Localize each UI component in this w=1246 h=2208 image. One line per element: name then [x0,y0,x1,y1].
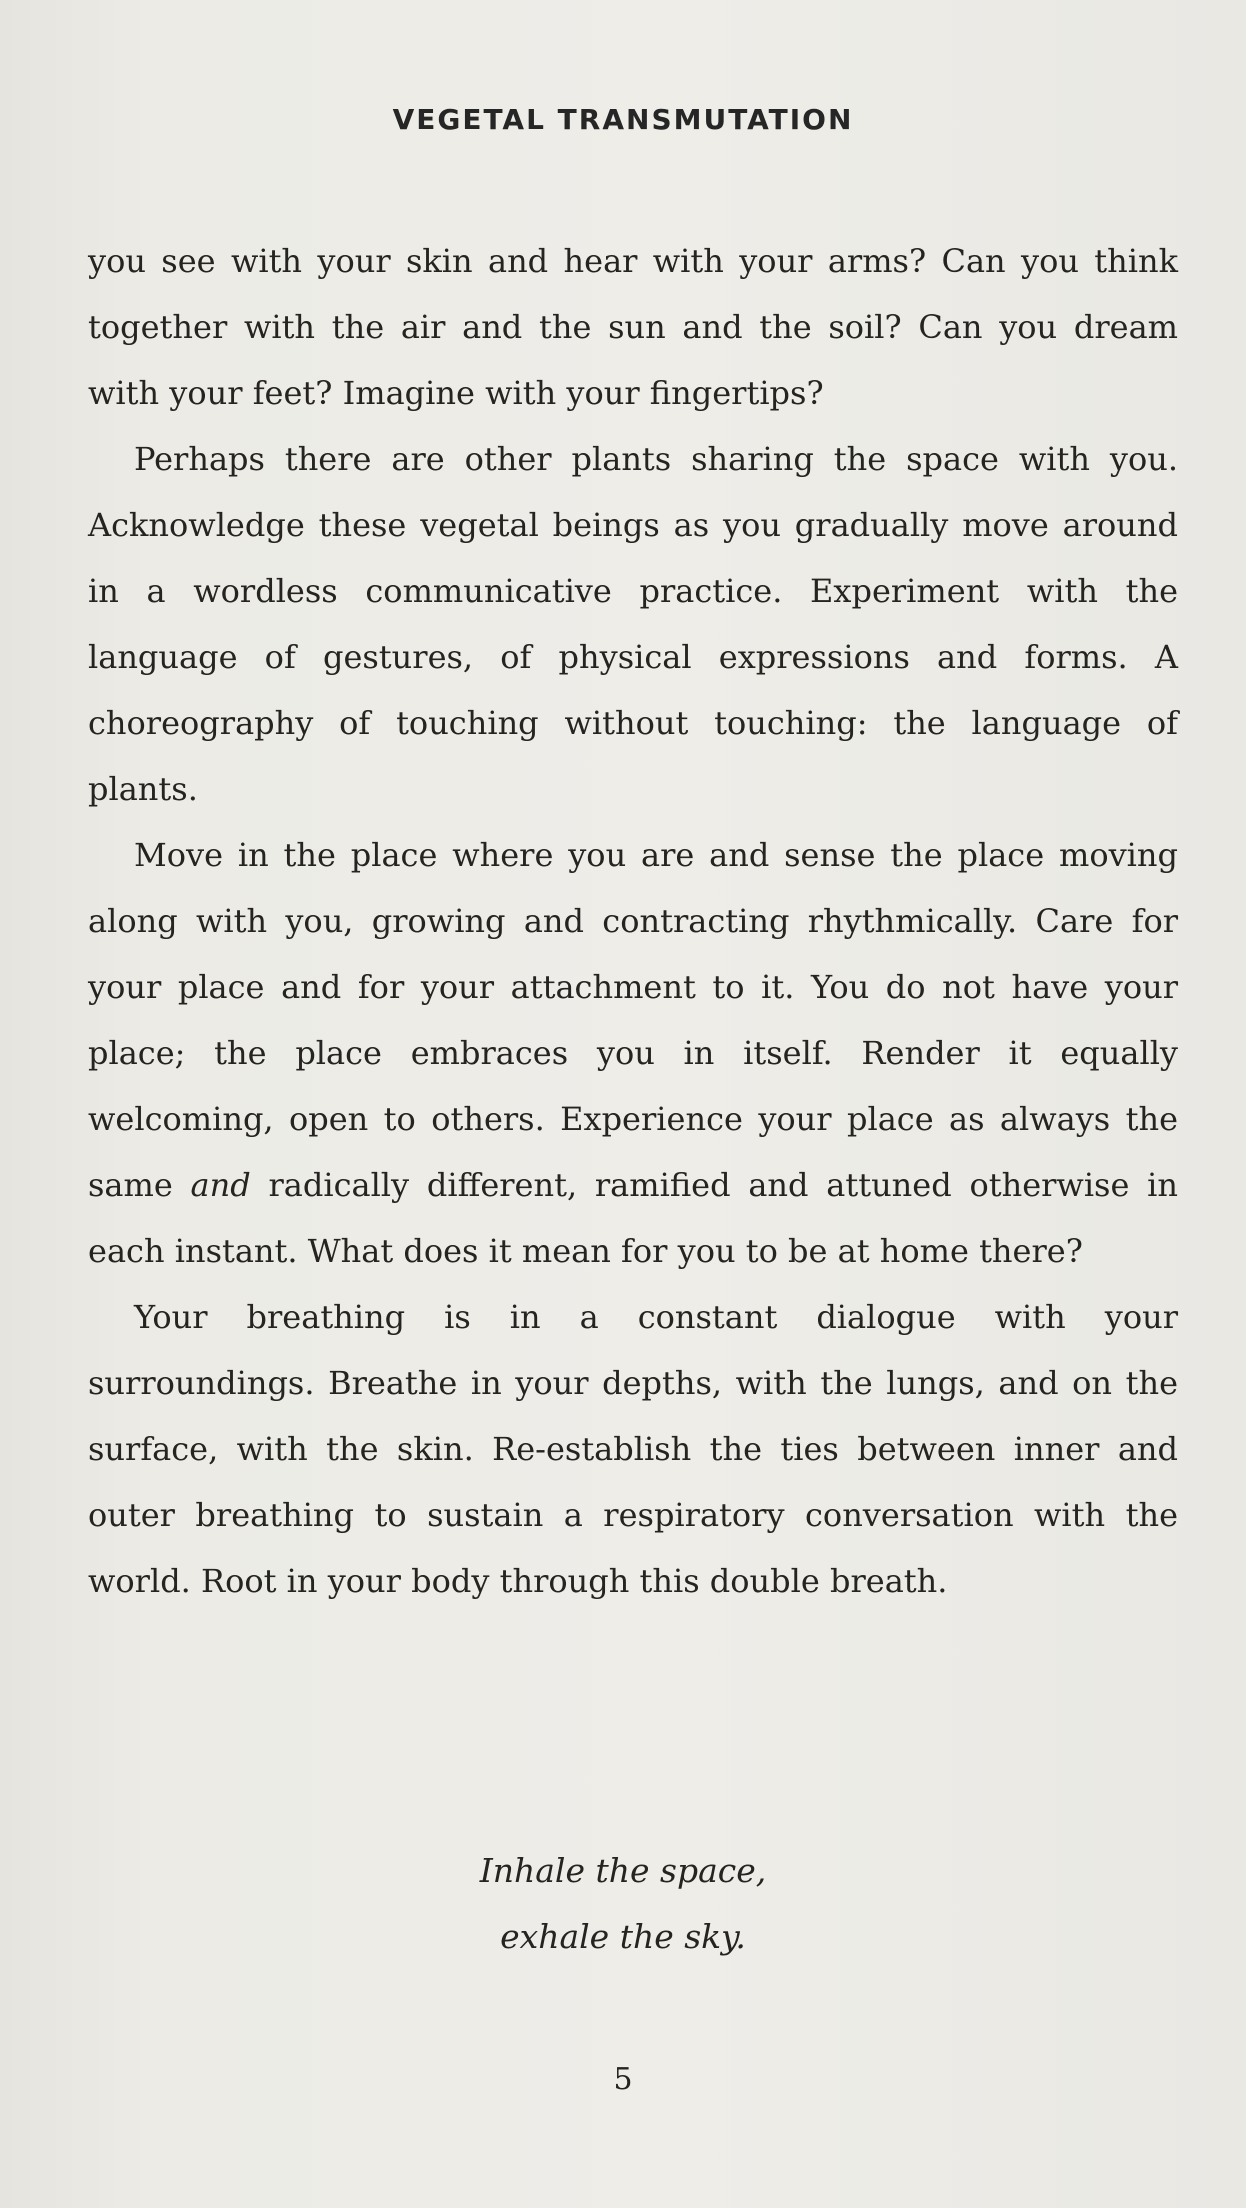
paragraph-3-part-1: Move in the place where you are and sense the place moving along with you, growing and contracting rhythmically. Care for your place and for your attachment to it. You do not have your place; the place embraces you in itself. Render it equally welcoming, open to others. Experience your place as always the same [88,836,1178,1204]
paragraph-4: Your breathing is in a constant dialogue with your surroundings. Breathe in your depths, with the lungs, and on the surface, with the skin. Re-establish the ties between inner and outer breathing to sustain a respiratory conversation with the world. Root in your body through this double breath. [88,1298,1178,1600]
emphasis-and: and [190,1166,251,1204]
paragraph-3 [88,822,1178,1284]
verse-line-2: exhale the sky. [500,1917,746,1956]
running-head: VEGETAL TRANSMUTATION [392,103,854,136]
page-number: 5 [613,2062,633,2097]
verse [0,1838,1246,1970]
paragraph-2: Perhaps there are other plants sharing the space with you. Acknowledge these vegetal beings as you gradually move around in a wordless communicative practice. Experiment with the language of gestures, of physical expressions and forms. A choreography of touching without touching: the language of plants. [88,440,1178,808]
verse-line-1: Inhale the space, [479,1851,767,1890]
paragraph-1: you see with your skin and hear with your arms? Can you think together with the air and the sun and the soil? Can you dream with your feet? Imagine with your fingertips? [88,242,1178,412]
body-text [88,228,1178,1614]
paragraph-3-part-2: radically different, ramified and attuned otherwise in each instant. What does it mean for you to be at home there? [88,1166,1179,1270]
